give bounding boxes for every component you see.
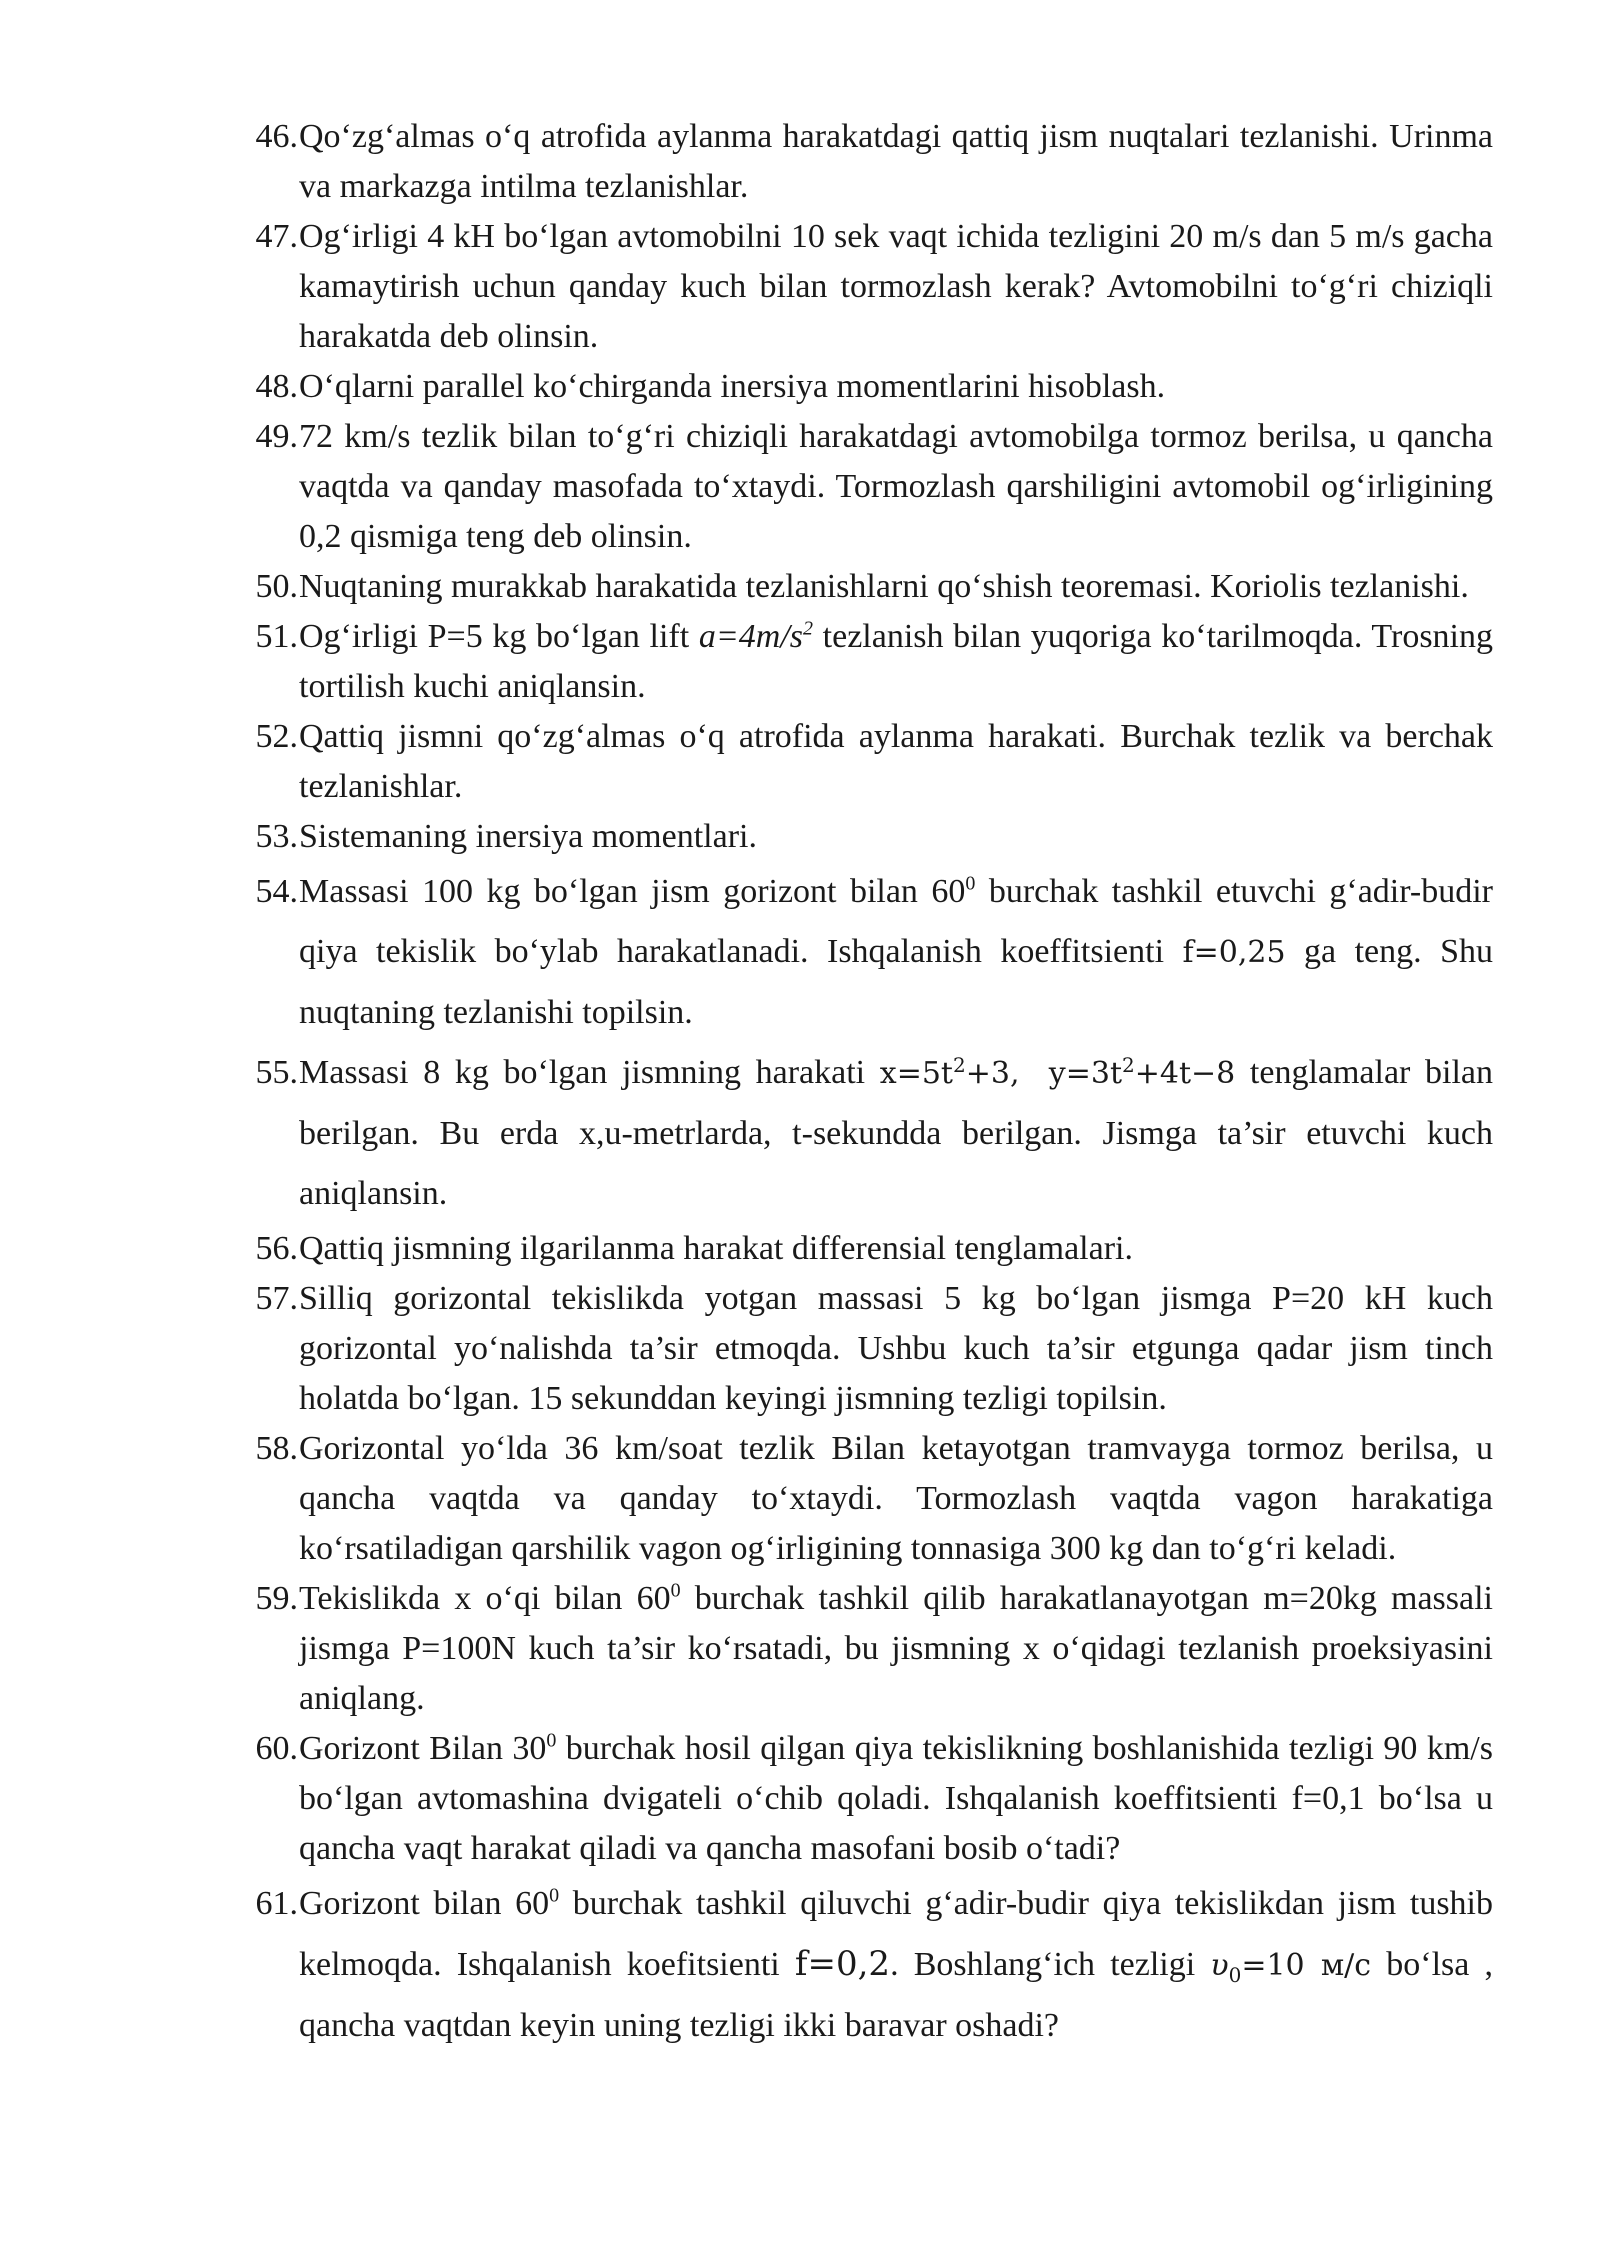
item-text	[298, 862, 1493, 1043]
text-segment: tezlanish bilan yuqoriga ko‘tarilmoqda. Trosning tortilish kuchi aniqlansin.	[299, 618, 1493, 705]
text-segment: Massasi 100 kg bo‘lgan jism gorizont bilan 60	[299, 873, 966, 910]
item-number: 51.	[255, 618, 298, 655]
list-item	[248, 562, 1493, 612]
item-text	[298, 1724, 1493, 1874]
item-text: Og‘irligi 4 kH bo‘lgan avtomobilni 10 sek vaqt ichida tezligini 20 m/s dan 5 m/s gacha kamaytirish uchun qanday kuch bilan tormozlash kerak? Avtomobilni to‘g‘ri chiziqli harakatda deb olinsin.	[299, 218, 1493, 355]
equation-y: $y=3t^2+4t-8$	[1048, 1053, 1236, 1091]
item-number: 56.	[255, 1230, 298, 1267]
text-segment: burchak tashkil qilib harakatlanayotgan m=20kg massali jismga P=100N kuch ta’sir ko‘rsatadi, bu jismning x o‘qidagi tezlanish proeksiyasini aniqlang.	[299, 1580, 1493, 1717]
item-text: Qattiq jismning ilgarilanma harakat differensial tenglamalari.	[299, 1230, 1133, 1267]
item-number: 58.	[255, 1430, 298, 1467]
list-item	[248, 112, 1493, 212]
item-number: 47.	[255, 218, 298, 255]
superscript: 0	[549, 1884, 560, 1907]
list-item	[248, 862, 1493, 1043]
text-segment: Gorizont bilan 60	[299, 1885, 550, 1922]
document-page	[248, 112, 1493, 2056]
item-number: 60.	[255, 1730, 298, 1767]
text-segment: burchak hosil qilgan qiya tekislikning boshlanishida tezligi 90 km/s bo‘lgan avtomashina dvigateli o‘chib qoladi. Ishqalanish koeffitsienti f=0,1 bo‘lsa u qancha vaqt harakat qiladi va qancha masofani bosib o‘tadi?	[299, 1730, 1493, 1867]
text-segment: burchak tashkil etuvchi g‘adir-budir qiya tekislik bo‘ylab harakatlanadi. Ishqalanish koeffitsienti	[299, 873, 1493, 970]
item-number: 50.	[255, 568, 298, 605]
item-text: Nuqtaning murakkab harakatida tezlanishlarni qo‘shish teoremasi. Koriolis tezlanishi.	[299, 568, 1469, 605]
list-item	[248, 1574, 1493, 1724]
item-number: 59.	[255, 1580, 298, 1617]
item-number: 57.	[255, 1280, 298, 1317]
item-text: Qo‘zg‘almas o‘q atrofida aylanma harakatdagi qattiq jism nuqtalari tezlanishi. Urinma va markazga intilma tezlanishlar.	[299, 118, 1493, 205]
text-segment: burchak tashkil qiluvchi g‘adir-budir qiya tekislikdan jism tushib kelmoqda. Ishqalanish koefitsienti	[299, 1885, 1493, 1983]
text-segment: tenglamalar bilan berilgan. Bu erda x,u-metrlarda, t-sekundda berilgan. Jismga ta’sir etuvchi kuch aniqlansin.	[299, 1054, 1494, 1212]
superscript: 0	[670, 1579, 681, 1602]
list-item	[248, 412, 1493, 562]
list-item	[248, 1424, 1493, 1574]
superscript: 0	[546, 1729, 557, 1752]
list-item	[248, 212, 1493, 362]
list-item	[248, 1724, 1493, 1874]
text-segment: Massasi 8 kg bo‘lgan jismning harakati	[299, 1054, 880, 1091]
equation-x: $x=5t^2+3$,	[879, 1053, 1020, 1091]
item-text: Silliq gorizontal tekislikda yotgan massasi 5 kg bo‘lgan jismga P=20 kH kuch gorizontal yo‘nalishda ta’sir etmoqda. Ushbu kuch ta’sir etgunga qadar jism tinch holatda bo‘lgan. 15 sekunddan keyingi jismning tezligi topilsin.	[299, 1280, 1493, 1417]
superscript: 0	[965, 872, 976, 895]
item-number: 53.	[255, 818, 298, 855]
text-segment: . Boshlang‘ich tezligi	[890, 1946, 1211, 1983]
list-item	[248, 1043, 1493, 1224]
initial-velocity-formula: $\upsilon_0=10$ м/с	[1210, 1948, 1372, 1987]
list-item	[248, 362, 1493, 412]
acceleration-formula: a=4m/s	[698, 618, 804, 655]
item-text	[298, 1043, 1493, 1224]
item-text	[298, 612, 1493, 712]
item-text	[298, 1874, 1493, 2056]
text-segment: Gorizont Bilan 30	[299, 1730, 547, 1767]
list-item	[248, 1224, 1493, 1274]
item-text: Sistemaning inersiya momentlari.	[299, 818, 757, 855]
item-number: 54.	[255, 873, 298, 910]
text-segment: Og‘irligi P=5 kg bo‘lgan lift	[299, 618, 699, 655]
item-text: Qattiq jismni qo‘zg‘almas o‘q atrofida aylanma harakati. Burchak tezlik va berchak tezlanishlar.	[299, 718, 1493, 805]
list-item	[248, 1874, 1493, 2056]
item-number: 46.	[255, 118, 298, 155]
item-text	[298, 1574, 1493, 1724]
item-text: Gorizontal yo‘lda 36 km/soat tezlik Bilan ketayotgan tramvayga tormoz berilsa, u qancha vaqtda va qanday to‘xtaydi. Tormozlash vaqtda vagon harakatiga ko‘rsatiladigan qarshilik vagon og‘irligining tonnasiga 300 kg dan to‘g‘ri keladi.	[299, 1430, 1493, 1567]
item-number: 48.	[255, 368, 298, 405]
list-item	[248, 712, 1493, 812]
list-item	[248, 1274, 1493, 1424]
item-number: 52.	[255, 718, 298, 755]
text-segment: Tekislikda x o‘qi bilan 60	[299, 1580, 671, 1617]
list-item	[248, 612, 1493, 712]
item-number: 49.	[255, 418, 298, 455]
superscript: 2	[803, 617, 814, 640]
friction-coefficient-formula: f=0,2	[794, 1944, 891, 1984]
item-number: 55.	[255, 1054, 298, 1091]
item-number: 61.	[255, 1885, 298, 1922]
friction-coefficient-formula: f=0,25	[1182, 935, 1286, 970]
list-item	[248, 812, 1493, 862]
item-text: 72 km/s tezlik bilan to‘g‘ri chiziqli harakatdagi avtomobilga tormoz berilsa, u qancha vaqtda va qanday masofada to‘xtaydi. Tormozlash qarshiligini avtomobil og‘irligining 0,2 qismiga teng deb olinsin.	[299, 418, 1493, 555]
text-segment: bo‘lsa , qancha vaqtdan keyin uning tezligi ikki baravar oshadi?	[299, 1946, 1494, 2044]
text-segment: ga teng. Shu nuqtaning tezlanishi topilsin.	[299, 933, 1494, 1031]
item-text: O‘qlarni parallel ko‘chirganda inersiya momentlarini hisoblash.	[299, 368, 1166, 405]
